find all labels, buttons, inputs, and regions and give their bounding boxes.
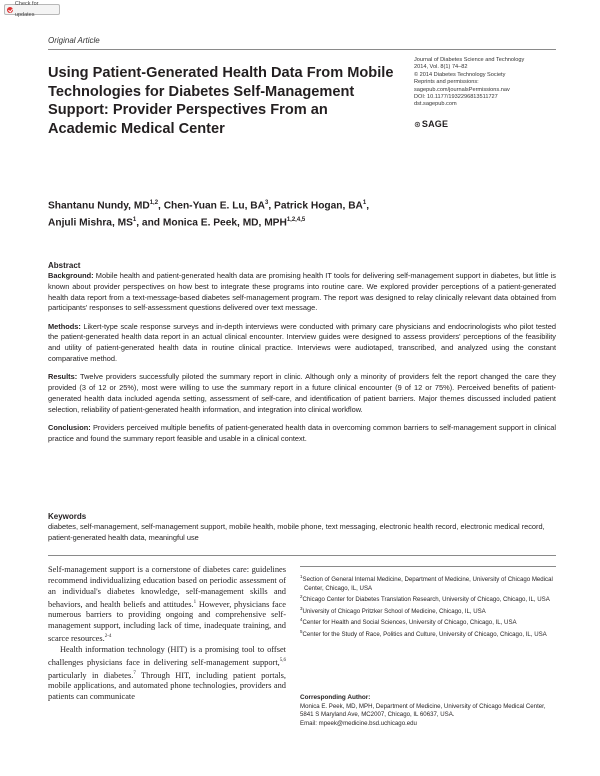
methods-text: Likert-type scale response surveys and in-depth interviews were conducted with primary care physicians and endocrinologists who pilot tested the patient-generated health data report in an actual clinical encounter. Interview guides were designed to assess providers' perceptions of the feasibility and utility of patient-generated health data in routine clinical practice. Interviews were audiotaped, transcribed, and analyzed using the constant comparative method. — [48, 321, 557, 364]
author-affiliation-sup: 3 — [265, 200, 269, 206]
affiliation-sup: 2 — [300, 594, 303, 600]
journal-name: Journal of Diabetes Science and Technology — [414, 57, 525, 63]
body-text: Through HIT, including patient portals, mobile applications, and automated phone technologies, providers and patients can communicate — [48, 670, 286, 702]
corresponding-author — [300, 694, 556, 728]
citation-sup: 5,6 — [279, 657, 286, 663]
abstract-results — [48, 372, 556, 415]
corresponding-author-heading: Corresponding Author: — [300, 694, 371, 701]
affiliation-text: Section of General Internal Medicine, Department of Medicine, University of Chicago Medical Center, Chicago, IL, USA — [302, 576, 553, 592]
check-for-updates-badge[interactable] — [4, 0, 60, 18]
citation-sup: 7 — [133, 670, 136, 676]
journal-volume: 2014, Vol. 8(1) 74–82 — [414, 64, 468, 71]
keywords-text: diabetes, self-management, self-management support, mobile health, mobile phone, text messaging, electronic health record, electronic medical record, patient-generated health data, meaningful use — [48, 522, 545, 542]
abstract-heading: Abstract — [48, 261, 81, 270]
author-name: Chen-Yuan E. Lu, BA — [163, 200, 266, 212]
check-for-updates-label: Check for updates — [14, 0, 39, 18]
affiliation-text: Center for the Study of Race, Politics and Culture, University of Chicago, Chicago, IL, USA — [302, 631, 547, 639]
author-list — [48, 196, 568, 231]
sage-logo-icon: ⊛ — [414, 120, 421, 129]
author-name: Shantanu Nundy, MD — [48, 200, 150, 212]
journal-reprints: Reprints and permissions: — [414, 79, 479, 86]
author-affiliation-sup: 1,2,4,5 — [286, 217, 306, 224]
affiliation-divider — [300, 566, 556, 567]
body-text: Health information technology (HIT) is a promising tool to offset challenges physicians face in delivering self-management support, — [48, 644, 286, 667]
abstract-background — [48, 271, 556, 314]
article-title: Using Patient-Generated Health Data From Mobile Technologies for Diabetes Self-Management Support: Provider Perspectives From an Academic Medical Center — [48, 65, 394, 137]
header-divider — [48, 49, 556, 50]
body-paragraph — [48, 565, 286, 645]
affiliation-text: Chicago Center for Diabetes Translation Research, University of Chicago, Chicago, IL, USA — [302, 596, 550, 604]
author-name: Anjuli Mishra, MS — [48, 217, 133, 229]
check-circle-icon — [7, 7, 13, 13]
author-affiliation-sup: 1 — [362, 200, 367, 206]
sage-logo-text: SAGE — [421, 119, 449, 129]
citation-sup: 1 — [193, 599, 197, 605]
affiliation-item — [300, 605, 556, 617]
journal-site-link[interactable]: dst.sagepub.com — [414, 101, 457, 108]
results-label: Results: — [48, 372, 78, 382]
journal-doi[interactable]: DOI: 10.1177/1932296813511727 — [414, 94, 498, 101]
abstract — [48, 261, 556, 452]
methods-label: Methods: — [48, 321, 81, 331]
journal-copyright: © 2014 Diabetes Technology Society — [414, 71, 506, 78]
affiliation-text: Center for Health and Social Sciences, University of Chicago, Chicago, IL, USA — [302, 619, 517, 627]
results-text: Twelve providers successfully piloted the summary report in clinic. Although only a minority of providers felt the report changed the care they provided (3 of 12 or 25%), most were willing to use the summary report in a future clinical encounter (9 of 12 or 75%). Perceived benefits of patient-generated health data included agenda setting, assessment of self-care, and identification of patient barriers. Major themes discussed included patient selection, reliability of patient-generated health information, and integration into clinical workflow. — [48, 372, 556, 414]
affiliation-text: University of Chicago Pritzker School of Medicine, Chicago, IL, USA — [302, 607, 486, 615]
body-text: Self-management support is a cornerstone of diabetes care: guidelines recommend individualizing education based on periodic assessment of an individual's diabetes knowledge, self-management skills and behaviors, and health beliefs and attitudes. — [48, 565, 286, 609]
sage-logo — [414, 119, 448, 129]
keywords — [48, 512, 556, 544]
corresponding-author-address: Monica E. Peek, MD, MPH, Department of Medicine, University of Chicago Medical Center, 5841 S Maryland Ave, MC2007, Chicago, IL 60637, USA. — [300, 702, 546, 719]
affiliation-item — [300, 593, 556, 605]
affiliation-item — [300, 628, 556, 640]
background-label: Background: — [48, 271, 94, 280]
affiliation-item — [300, 573, 556, 593]
journal-info — [414, 57, 564, 109]
author-line-1: Shantanu Nundy, MD$^{1,2}$, Chen-Yuan E. Lu, $BA^3$, Patrick Hogan, $BA^1$, — [48, 200, 370, 212]
affiliations — [300, 573, 556, 640]
keywords-heading: Keywords — [48, 512, 87, 521]
author-affiliation-sup: 1,2 — [149, 200, 159, 206]
abstract-divider — [48, 555, 556, 556]
journal-permissions-link[interactable]: sagepub.com/journalsPermissions.nav — [414, 86, 510, 93]
conclusion-label: Conclusion: — [48, 423, 91, 433]
body-text: particularly in diabetes. — [48, 670, 134, 680]
abstract-conclusion — [48, 423, 556, 445]
body-text-column — [48, 565, 286, 703]
affiliation-sup: 4 — [300, 617, 303, 623]
author-affiliation-sup: 1 — [132, 217, 137, 224]
affiliation-sup: 5 — [300, 629, 303, 635]
body-paragraph — [48, 645, 286, 703]
affiliation-sup: 1 — [300, 574, 303, 579]
corresponding-author-email[interactable]: Email: mpeek@medicine.bsd.uchicago.edu — [300, 719, 417, 727]
article-type: Original Article — [48, 36, 100, 45]
author-line-2: Anjuli Mishra, $MS^1$, and Monica E. Peek, MD, MPH$^{1,2,4,5}$ — [48, 217, 306, 229]
conclusion-text: Providers perceived multiple benefits of patient-generated health data in overcoming common barriers to self-management support in clinical practice and found the summary report feasible and usable in a clinical context. — [48, 423, 557, 443]
abstract-methods — [48, 322, 556, 365]
author-name: Patrick Hogan, BA — [274, 200, 363, 212]
affiliation-item — [300, 616, 556, 628]
affiliation-sup: 3 — [300, 605, 303, 611]
author-name: Monica E. Peek, MD, MPH — [162, 217, 287, 229]
citation-sup: 2-4 — [104, 634, 112, 640]
body-text: However, physicians face numerous barriers to providing ongoing and comprehensive self-management support, including lack of time, inadequate training, and scarce resources. — [48, 599, 286, 644]
background-text: Mobile health and patient-generated health data are promising health IT tools for delivering self-management support in diabetes, but little is known about provider perspectives on how best to integrate these programs into routine care. We explored provider perceptions of a patient-generated health data report from a text-message-based diabetes self-management program. The report was designed to relay clinically relevant data obtained from participants' responses to self-assessment questions delivered over text message. — [48, 271, 556, 313]
